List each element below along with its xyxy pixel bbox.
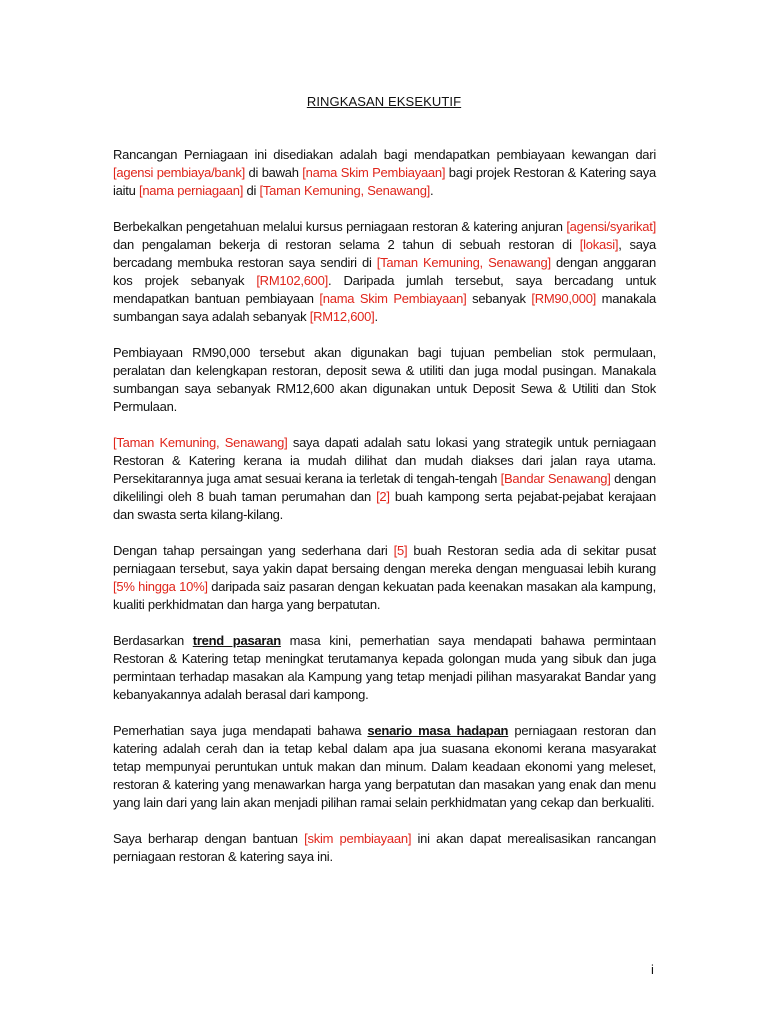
text-run: . Daripada jumlah tersebut, saya bercadang untuk mendapatkan bantuan pembiayaan	[113, 273, 656, 306]
text-run: manakala sumbangan saya adalah sebanyak	[113, 291, 656, 324]
text-run: bagi projek Restoran & Katering saya iaitu	[113, 165, 657, 198]
paragraph-6	[113, 632, 656, 704]
text-run: perniagaan restoran dan katering adalah cerah dan ia tetap kebal dalam apa jua suasana ekonomi kerana masyarakat tetap mempunyai peruntukan untuk makan dan minum. Dalam keadaan ekonomi yang meleset, restoran & katering yang menawarkan harga yang berpatutan dan masakan yang enak dan menu yang lain dari yang lain akan menjadi pilihan ramai selain perkhidmatan yang cekap dan berkualiti.	[113, 723, 656, 810]
text-run: Berbekalkan pengetahuan melalui kursus perniagaan restoran & katering anjuran	[113, 219, 567, 234]
page-number: i	[651, 962, 654, 977]
text-run: daripada saiz pasaran dengan kekuatan pada keenakan masakan ala kampung, kualiti perkhidmatan dan harga yang berpatutan.	[113, 579, 656, 612]
placeholder-location: [Taman Kemuning, Senawang]	[259, 183, 431, 198]
placeholder-agency: [agensi pembiaya/bank]	[113, 165, 245, 180]
placeholder-financing-amount: [RM90,000]	[531, 291, 597, 306]
text-run: di bawah	[245, 165, 303, 180]
placeholder-competitor-count: [5]	[393, 543, 408, 558]
placeholder-business-name: [nama perniagaan]	[138, 183, 244, 198]
text-run: Berdasarkan	[113, 633, 193, 648]
text-run: Pemerhatian saya juga mendapati bahawa	[113, 723, 368, 738]
text-run: .	[430, 183, 434, 198]
placeholder-location: [lokasi]	[579, 237, 619, 252]
keyword-future-scenario: senario masa hadapan	[367, 723, 509, 738]
paragraph-5	[113, 542, 656, 614]
text-run: , saya bercadang membuka restoran saya sendiri di	[113, 237, 657, 270]
paragraph-8	[113, 830, 656, 866]
text-run: Rancangan Perniagaan ini disediakan adalah bagi mendapatkan pembiayaan kewangan dari	[113, 147, 656, 162]
text-run: dengan dikelilingi oleh 8 buah taman perumahan dan	[113, 471, 656, 504]
paragraph-2	[113, 218, 656, 326]
placeholder-scheme: [nama Skim Pembiayaan]	[319, 291, 467, 306]
placeholder-market-share: [5% hingga 10%]	[113, 579, 208, 594]
placeholder-location: [Taman Kemuning, Senawang]	[376, 255, 551, 270]
placeholder-town: [Bandar Senawang]	[500, 471, 611, 486]
text-run: masa kini, pemerhatian saya mendapati bahawa permintaan Restoran & Katering tetap meningkat terutamanya kepada golongan muda yang sibuk dan juga permintaan terhadap masakan ala Kampung yang tetap menjadi pilihan masyarakat Bandar yang kebanyakannya adalah berasal dari kampong.	[113, 633, 656, 702]
placeholder-location: [Taman Kemuning, Senawang]	[113, 435, 288, 450]
page-title: RINGKASAN EKSEKUTIF	[306, 94, 462, 109]
text-run: Saya berharap dengan bantuan	[113, 831, 305, 846]
paragraph-3: Pembiayaan RM90,000 tersebut akan digunakan bagi tujuan pembelian stok permulaan, peralatan dan kelengkapan restoran, deposit sewa & utiliti dan juga modal pusingan. Manakala sumbangan saya sebanyak RM12,600 akan digunakan untuk Deposit Sewa & Utiliti dan Stok Permulaan.	[113, 345, 656, 414]
placeholder-project-cost: [RM102,600]	[256, 273, 328, 288]
placeholder-scheme: [nama Skim Pembiayaan]	[302, 165, 446, 180]
placeholder-contribution: [RM12,600]	[309, 309, 375, 324]
text-run: Dengan tahap persaingan yang sederhana dari	[113, 543, 394, 558]
placeholder-agency-company: [agensi/syarikat]	[566, 219, 656, 234]
text-run: dan pengalaman bekerja di restoran selama 2 tahun di sebuah restoran di	[113, 237, 580, 252]
document-body	[113, 146, 656, 884]
text-run: saya dapati adalah satu lokasi yang strategik untuk perniagaan Restoran & Katering kerana ia mudah dilihat dan mudah diakses dari jalan raya utama. Persekitarannya juga amat sesuai kerana ia terletak di tengah-tengah	[113, 435, 656, 486]
text-run: ini akan dapat merealisasikan rancangan perniagaan restoran & katering saya ini.	[113, 831, 656, 864]
paragraph-1	[113, 146, 656, 200]
text-run: di	[243, 183, 260, 198]
placeholder-scheme: [skim pembiayaan]	[304, 831, 412, 846]
paragraph-4	[113, 434, 656, 524]
text-run: dengan anggaran kos projek sebanyak	[113, 255, 656, 288]
text-run: .	[374, 309, 378, 324]
text-run: buah Restoran sedia ada di sekitar pusat perniagaan tersebut, saya yakin dapat bersaing dengan mereka dengan menguasai lebih kurang	[113, 543, 657, 576]
keyword-market-trend: trend pasaran	[192, 633, 281, 648]
paragraph-7	[113, 722, 656, 812]
text-run: buah kampong serta pejabat-pejabat kerajaan dan swasta serta kilang-kilang.	[113, 489, 656, 522]
text-run: sebanyak	[466, 291, 532, 306]
placeholder-village-count: [2]	[376, 489, 390, 504]
